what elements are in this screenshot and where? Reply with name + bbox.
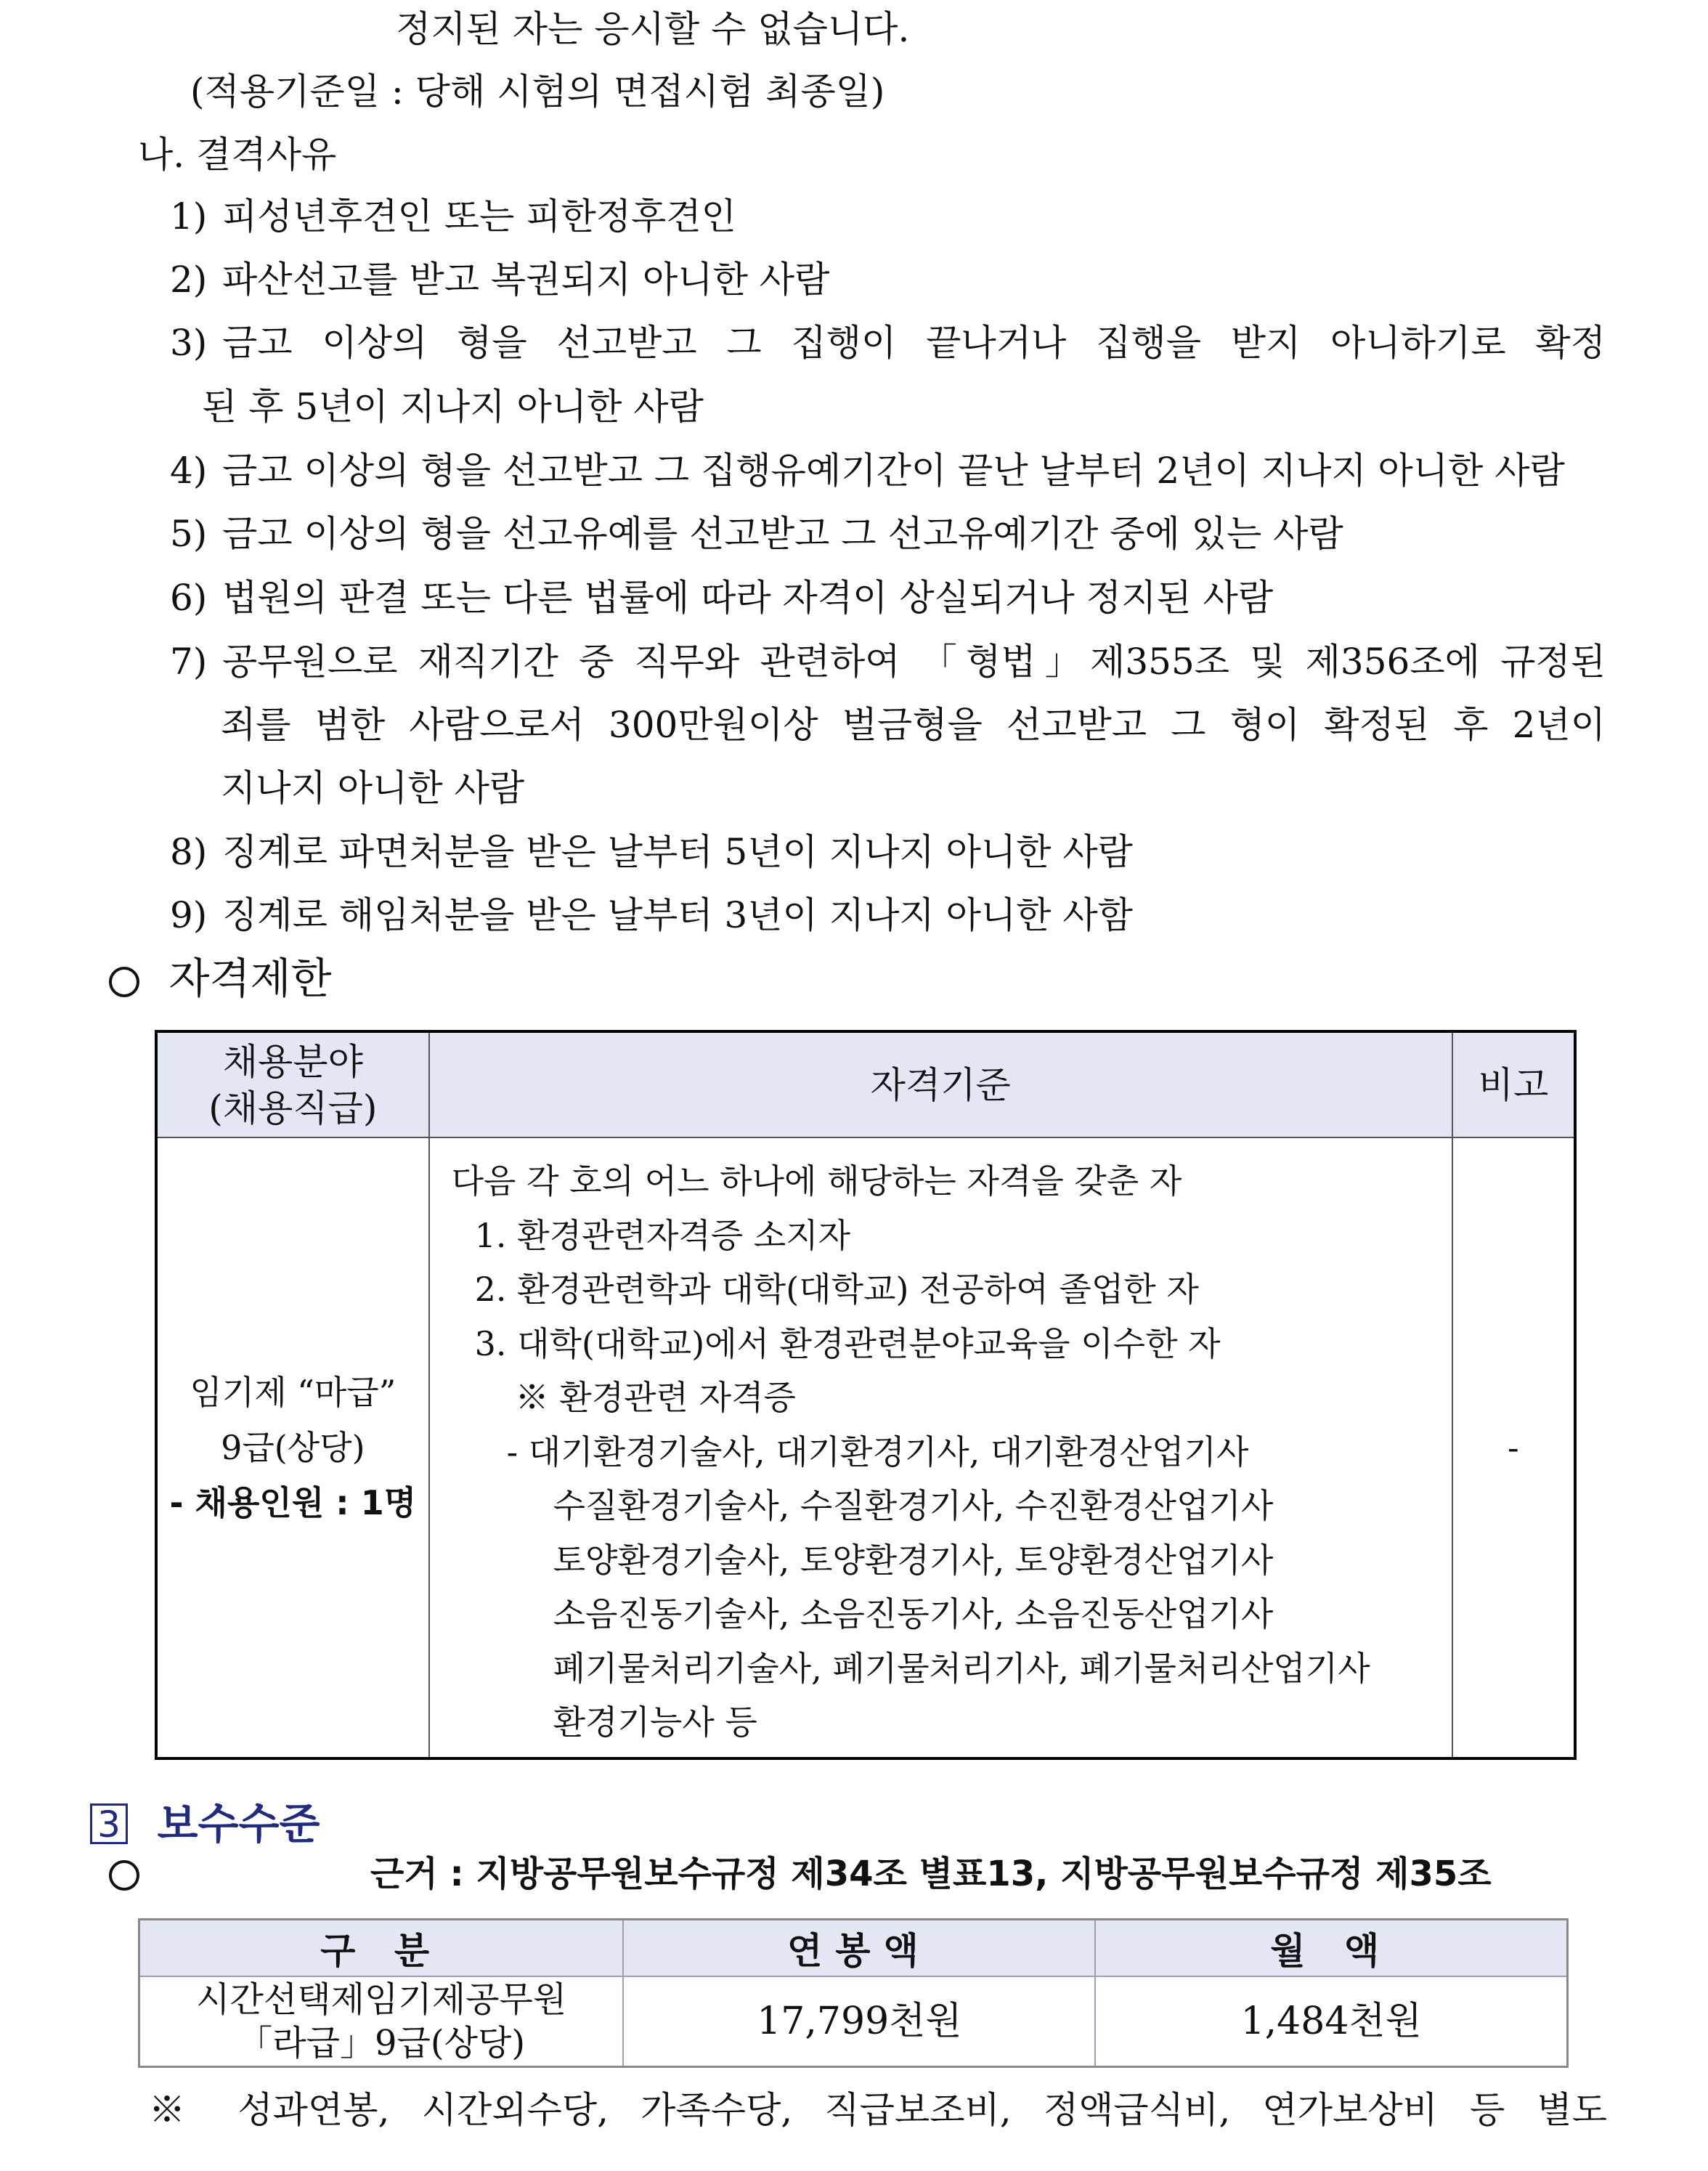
circle-bullet-icon: [109, 967, 139, 997]
pay-section-heading: [90, 1798, 1708, 1849]
item-text: 금고 이상의 형을 선고받고 그 집행유예기간이 끝난 날부터 2년이 지나지 아니한 사람: [222, 450, 1565, 492]
item-number: 8): [170, 831, 208, 873]
circle-bullet-icon: [109, 1860, 139, 1891]
pay-category-line: 시간선택제임기제공무원: [196, 1979, 567, 2020]
item-text: 피성년후견인 또는 피한정후견인: [222, 195, 736, 238]
criteria-line: - 대기환경기술사, 대기환경기사, 대기환경산업기사: [506, 1432, 1249, 1472]
criteria-line: 환경기능사 등: [553, 1703, 757, 1742]
header-field-line: 채용분야: [222, 1040, 363, 1083]
criteria-cell: [429, 1137, 1452, 1758]
criteria-line: 2. 환경관련학과 대학(대학교) 전공하여 졸업한 자: [474, 1270, 1199, 1309]
pay-header-category: 구 분: [139, 1920, 624, 1977]
item-number: 5): [170, 513, 208, 555]
header-field-line: (채용직급): [208, 1087, 378, 1129]
item-text: 징계로 해임처분을 받은 날부터 3년이 지나지 아니한 사함: [222, 894, 1133, 936]
criteria-line: 폐기물처리기술사, 폐기물처리기사, 폐기물처리산업기사: [553, 1648, 1370, 1688]
subheading-disqualification: 나. 결격사유: [138, 134, 337, 176]
item-continuation: 지나지 아니한 사람: [221, 767, 525, 809]
item-number: 9): [170, 894, 208, 936]
criteria-line: 토양환경기술사, 토양환경기사, 토양환경산업기사: [553, 1540, 1274, 1580]
field-line: 임기제 “마급”: [190, 1372, 396, 1412]
qualification-heading: 자격제한: [109, 953, 1708, 1004]
criteria-line: 3. 대학(대학교)에서 환경관련분야교육을 이수한 자: [474, 1323, 1221, 1363]
item-continuation: 죄를 범한 사람으로서 300만원이상 벌금형을 선고받고 그 형이 확정된 후 2년이: [221, 704, 1606, 746]
table-header-criteria: 자격기준: [429, 1031, 1452, 1137]
criteria-line: 수질환경기술사, 수질환경기사, 수진환경산업기사: [553, 1486, 1274, 1525]
item-number: 3): [170, 322, 208, 364]
pay-annual-cell: 17,799천원: [623, 1976, 1095, 2067]
table-header-note: 비고: [1452, 1031, 1575, 1137]
item-number: 4): [170, 450, 208, 492]
item-number: 1): [170, 195, 208, 238]
item-number: 7): [170, 641, 208, 683]
item-number: 6): [170, 577, 208, 619]
item-number: 2): [170, 259, 208, 301]
field-line: 9급(상당): [221, 1427, 365, 1467]
pay-basis-text: 근거 : 지방공무원보수규정 제34조 별표13, 지방공무원보수규정 제35조: [370, 1854, 1492, 1894]
pay-category-line: 「라급」9급(상당): [237, 2023, 526, 2064]
field-line-headcount: - 채용인원 : 1명: [169, 1482, 417, 1522]
criteria-line: 다음 각 호의 어느 하나에 해당하는 자격을 갖춘 자: [451, 1161, 1182, 1201]
item-continuation: 된 후 5년이 지나지 아니한 사람: [202, 386, 704, 428]
criteria-line: 1. 환경관련자격증 소지자: [474, 1215, 851, 1255]
criteria-line: 소음진동기술사, 소음진동기사, 소음진동산업기사: [553, 1594, 1274, 1634]
item-text: 공무원으로 재직기간 중 직무와 관련하여 「형법」제355조 및 제356조에 규정된: [222, 641, 1606, 683]
criteria-line: ※ 환경관련 자격증: [515, 1378, 796, 1417]
pay-basis-line: [109, 1852, 1708, 1896]
note-cell: -: [1452, 1137, 1575, 1758]
item-text: 징계로 파면처분을 받은 날부터 5년이 지나지 아니한 사람: [222, 831, 1133, 873]
item-text: 금고 이상의 형을 선고받고 그 집행이 끝나거나 집행을 받지 아니하기로 확정: [222, 322, 1606, 364]
pay-category-cell: [139, 1976, 624, 2067]
pay-footnote: [149, 2088, 1607, 2132]
pay-header-annual: 연봉액: [623, 1920, 1095, 1977]
pay-table: [138, 1918, 1569, 2068]
pay-monthly-cell: 1,484천원: [1095, 1976, 1567, 2067]
item-text: 파산선고를 받고 복권되지 아니한 사람: [222, 259, 830, 301]
pay-footnote-text: ※ 성과연봉, 시간외수당, 가족수당, 직급보조비, 정액급식비, 연가보상비 등 별도: [149, 2089, 1607, 2131]
text-line: (적용기준일 : 당해 시험의 면접시험 최종일): [190, 70, 885, 113]
text-line: 정지된 자는 응시할 수 없습니다.: [396, 8, 910, 50]
section-title: 보수수준: [157, 1799, 320, 1849]
item-text: 법원의 판결 또는 다른 법률에 따라 자격이 상실되거나 정지된 사람: [222, 577, 1274, 619]
section-number-box: 3: [90, 1803, 128, 1844]
pay-header-monthly: 월 액: [1095, 1920, 1567, 1977]
field-cell: [156, 1137, 429, 1758]
table-header-field: [156, 1031, 429, 1137]
item-text: 금고 이상의 형을 선고유예를 선고받고 그 선고유예기간 중에 있는 사람: [222, 513, 1343, 555]
qualification-table: [155, 1030, 1577, 1760]
